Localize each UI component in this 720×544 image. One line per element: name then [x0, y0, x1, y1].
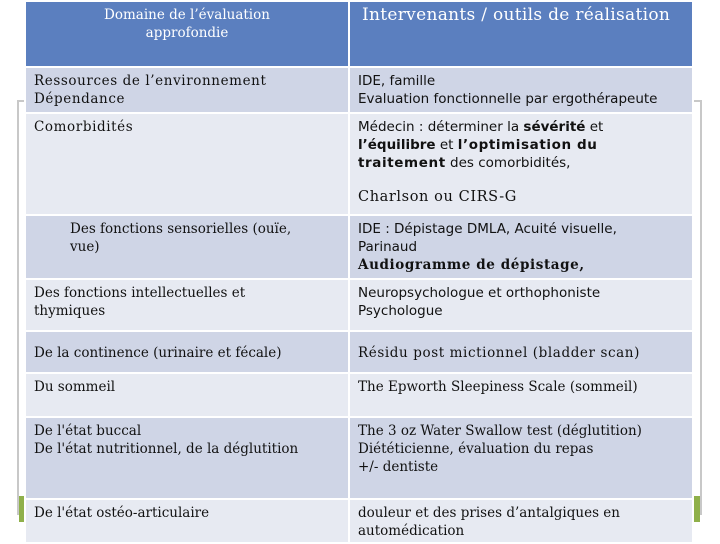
row-intellectuelles-domain [25, 279, 349, 331]
header-intervenants-text: Intervenants / outils de réalisation [362, 5, 671, 25]
header-intervenants [349, 1, 693, 67]
row-sensorielles-domain [25, 215, 349, 279]
cell-line [358, 118, 684, 136]
cell-text: thymiques [34, 303, 106, 319]
cell-text: IDE, famille [358, 73, 436, 89]
cell-text: Ressources de l’environnement [34, 73, 267, 89]
cell-text: et [585, 119, 604, 135]
cell-text-bold: l’équilibre [358, 137, 436, 153]
row-osteo-tools [349, 499, 693, 543]
cell-text: De l'état buccal [34, 423, 142, 439]
cell-text: Du sommeil [34, 379, 116, 395]
row-continence-domain [25, 331, 349, 373]
cell-text: et [435, 137, 458, 153]
row-sensorielles-tools [349, 215, 693, 279]
cell-line [358, 136, 684, 154]
table-row [25, 417, 693, 499]
table-row [25, 499, 693, 543]
row-environnement-tools [349, 67, 693, 113]
row-comorbidites-tools [349, 113, 693, 215]
cell-text: Des fonctions sensorielles (ouïe, [70, 221, 292, 237]
cell-text-bold: traitement [358, 155, 446, 171]
cell-text: Comorbidités [34, 119, 134, 135]
row-osteo-domain [25, 499, 349, 543]
cell-text: Diététicienne, évaluation du repas [358, 441, 594, 457]
cell-text: The Epworth Sleepiness Scale (sommeil) [358, 379, 638, 395]
frame-line-right [700, 100, 702, 515]
cell-text: Résidu post mictionnel (bladder scan) [358, 345, 640, 361]
cell-text: De la continence (urinaire et fécale) [34, 345, 282, 361]
cell-text: De l'état ostéo-articulaire [34, 505, 210, 521]
cell-text: Charlson ou CIRS-G [358, 189, 517, 205]
table-header-row [25, 1, 693, 67]
cell-line [358, 154, 684, 172]
header-domain-line2: approfondie [145, 25, 229, 41]
table-row [25, 215, 693, 279]
cell-text: +/- dentiste [358, 459, 439, 475]
row-sommeil-domain [25, 373, 349, 417]
cell-text: vue) [70, 239, 100, 255]
cell-text: Parinaud [358, 239, 418, 255]
table-row [25, 113, 693, 215]
cell-text-bold: sévérité [523, 119, 586, 135]
cell-text: Psychologue [358, 303, 443, 319]
table-row [25, 279, 693, 331]
cell-text: Neuropsychologue et orthophoniste [358, 285, 601, 301]
header-domain [25, 1, 349, 67]
row-comorbidites-domain [25, 113, 349, 215]
table-row [25, 67, 693, 113]
cell-text: des comorbidités, [445, 155, 571, 171]
frame-line-left [17, 100, 19, 515]
cell-text: The 3 oz Water Swallow test (déglutition) [358, 423, 642, 439]
row-buccal-tools [349, 417, 693, 499]
table-row [25, 331, 693, 373]
spacer [358, 172, 684, 188]
row-buccal-domain [25, 417, 349, 499]
cell-text: Evaluation fonctionnelle par ergothérapeute [358, 91, 658, 107]
evaluation-table [24, 0, 694, 544]
row-continence-tools [349, 331, 693, 373]
cell-text: douleur et des prises d’antalgiques en [358, 505, 620, 521]
header-domain-line1: Domaine de l’évaluation [104, 7, 270, 23]
row-sommeil-tools [349, 373, 693, 417]
cell-text-bold: l’optimisation du [457, 137, 598, 153]
cell-text-bold: Audiogramme de dépistage, [358, 257, 585, 273]
cell-text: automédication [358, 523, 465, 539]
row-environnement-domain [25, 67, 349, 113]
cell-text: Médecin : déterminer la [358, 119, 524, 135]
row-intellectuelles-tools [349, 279, 693, 331]
table-row [25, 373, 693, 417]
cell-text: Dépendance [34, 91, 126, 107]
cell-text: IDE : Dépistage DMLA, Acuité visuelle, [358, 221, 617, 237]
cell-text: Des fonctions intellectuelles et [34, 285, 246, 301]
cell-text: De l'état nutritionnel, de la déglutition [34, 441, 299, 457]
